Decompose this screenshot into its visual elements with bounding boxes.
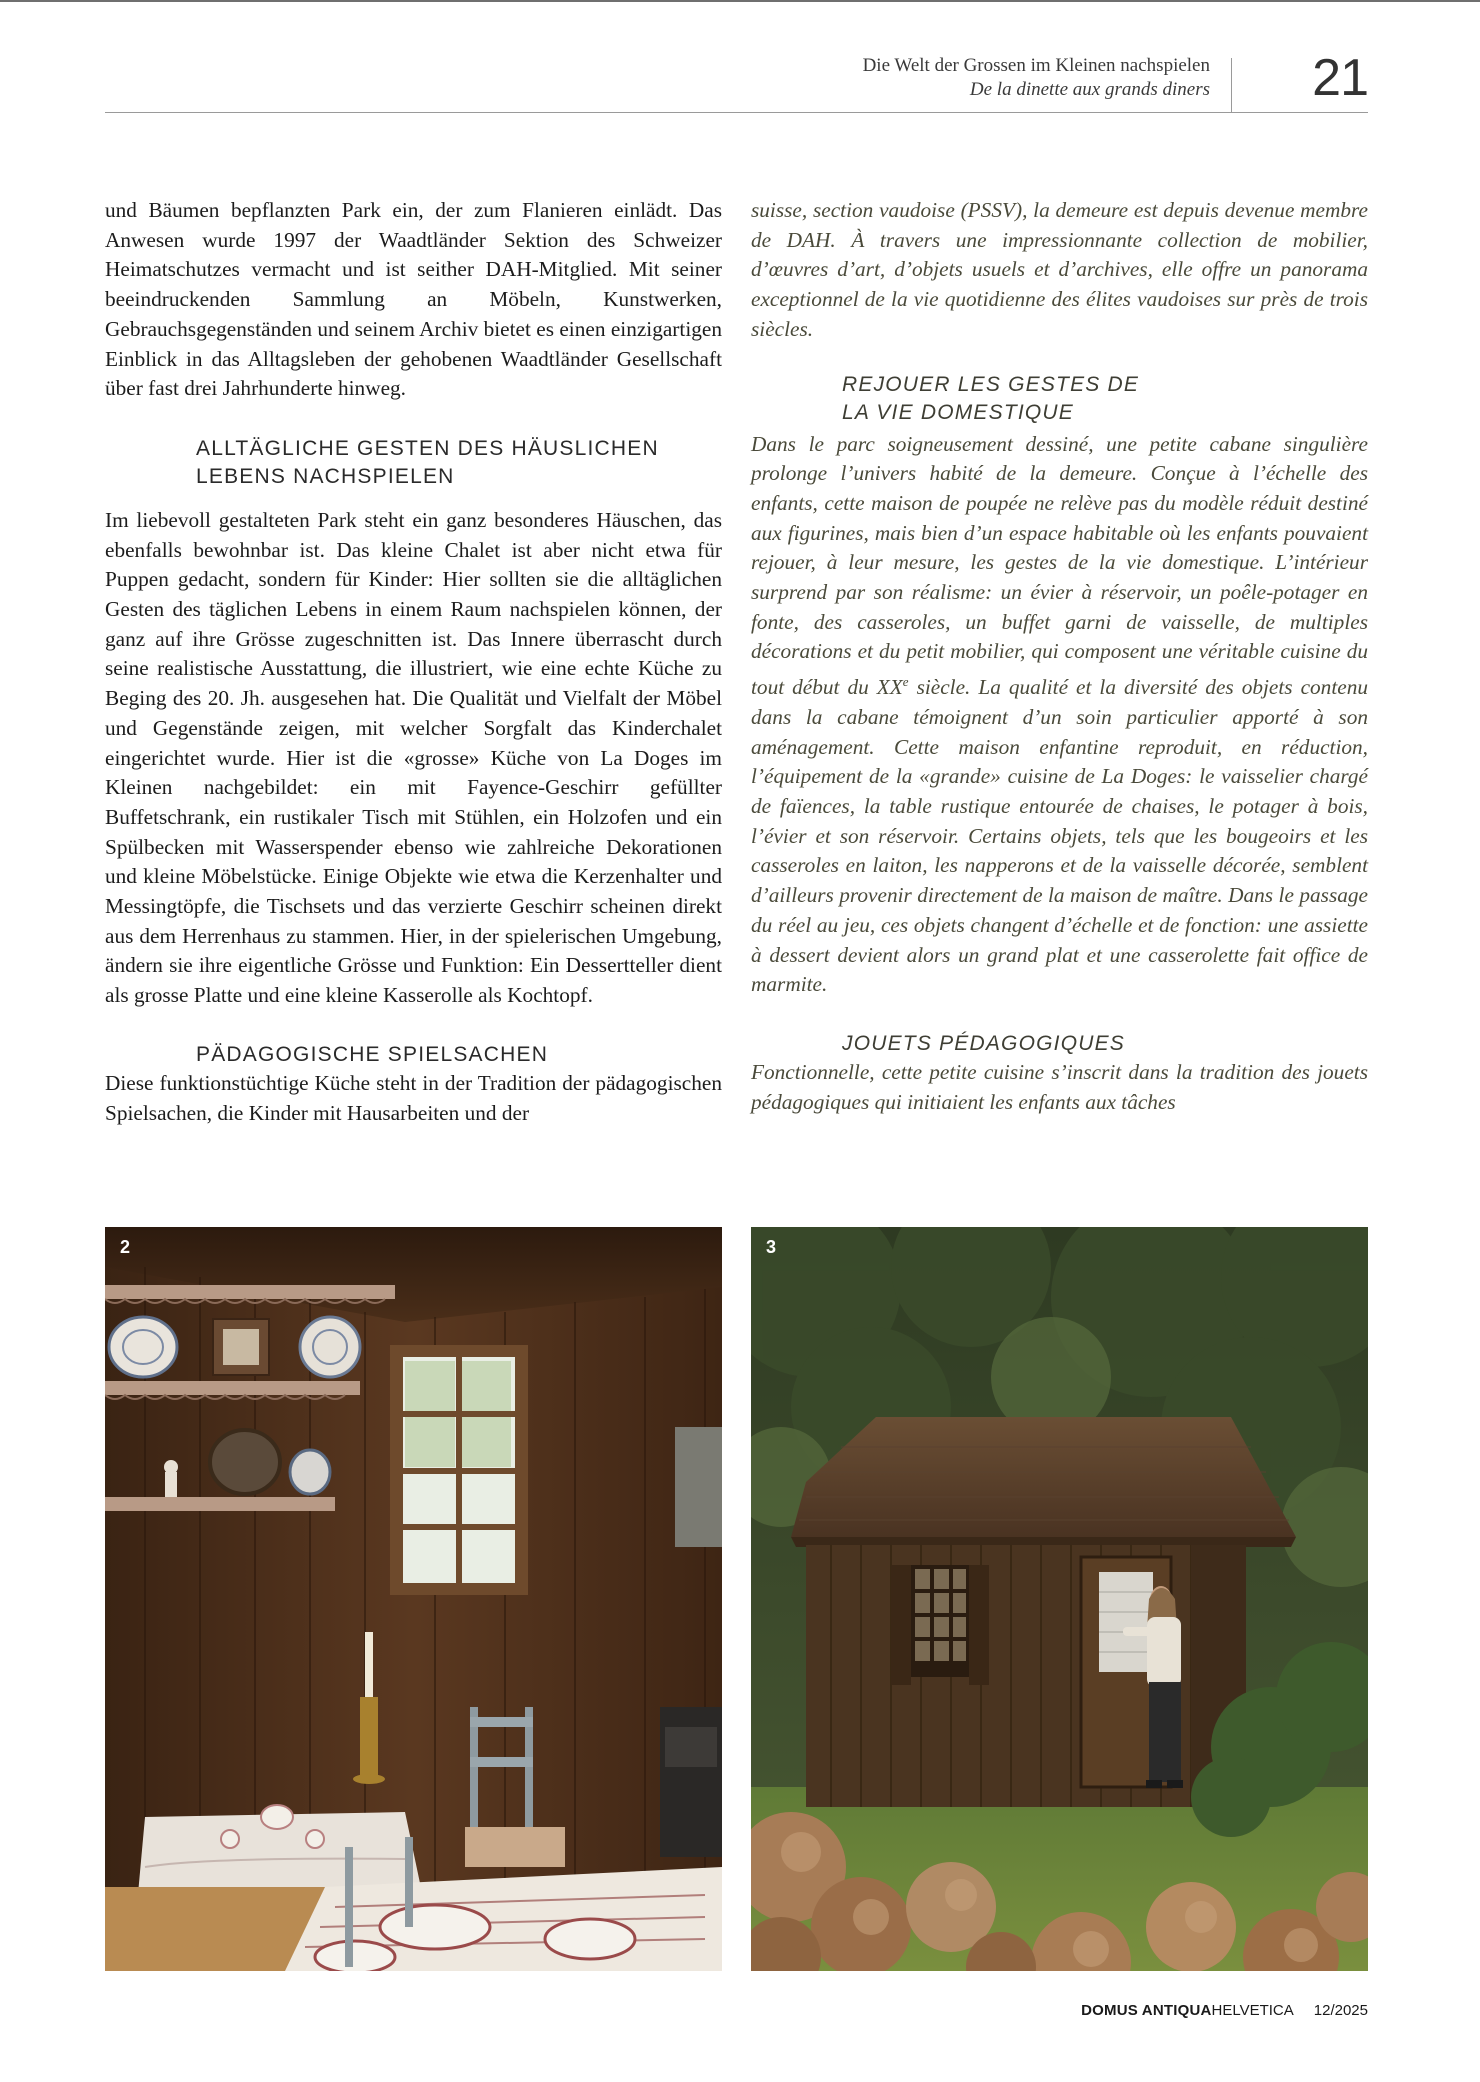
page-number: 21: [1312, 49, 1368, 107]
photo-chalet-interior: [105, 1227, 722, 1971]
running-header: [105, 49, 1368, 114]
photo-number-2: 2: [120, 1237, 131, 1257]
interior-illustration: [105, 1227, 722, 1971]
paragraph-fr-2-part1: Dans le parc soigneusement dessiné, une petite cabane singulière prolonge l’univers habité de la demeure. Conçue à l’échelle des enfants, cette maison de poupée ne relève pas du modèle réduit destiné aux figurines, mais bien d’un espace habitable où les enfants pouvaient rejouer, à leur mesure, les gestes de la vie domestique. L’intérieur surprend par son réalisme: un évier à réservoir, un poêle-potager en fonte, des casseroles, un buffet garni de vaisselle, de multiples décorations et du petit mobilier, qui composent une véritable cuisine du tout début du XX: [751, 431, 1368, 700]
photo-chalet-exterior: [751, 1227, 1368, 1971]
paragraph-de-3: Diese funktionstüchtige Küche steht in der Tradition der pädagogischen Spielsachen, die Kinder mit Hausarbeiten und der: [105, 1070, 722, 1125]
header-titles: [863, 54, 1210, 102]
paragraph-fr-1: suisse, section vaudoise (PSSV), la demeure est depuis devenue membre de DAH. À travers une impressionnante collection de mobilier, d’œuvres d’art, d’objets usuels et d’archives, elle offre un panorama exceptionnel de la vie quotidienne des élites vaudoises sur près de trois siècles.: [751, 198, 1368, 341]
heading-fr-2: JOUETS PÉDAGOGIQUES: [842, 1031, 1126, 1055]
heading-de-1-line1: ALLTÄGLICHE GESTEN DES HÄUSLICHEN: [196, 436, 659, 460]
header-divider: [1231, 58, 1232, 112]
heading-fr-1: [751, 371, 1368, 427]
paragraph-fr-2-part2: siècle. La qualité et la diversité des objets contenu dans la cabane témoignent d’un soin particulier apporté à son aménagement. Cette maison enfantine reproduit, en réduction, l’équipement de la «grande» cuisine de La Doges: le vaisselier chargé de faïences, la table rustique entourée de chaises, le potager à bois, l’évier et son réservoir. Certains objets, tels que les bougeoirs et les casseroles en laiton, les napperons et de la vaisselle décorée, semblent d’ailleurs provenir directement de la maison de maître. Dans le passage du réel au jeu, ces objets changent d’échelle et de fonction: une assiette à dessert devient alors un grand plat et une casserolette fait office de marmite.: [751, 675, 1368, 997]
column-french: [751, 196, 1368, 1117]
magazine-brand-light: HELVETICA: [1211, 2002, 1294, 2019]
column-german: [105, 196, 722, 1128]
magazine-brand-bold: DOMUS ANTIQUA: [1081, 2002, 1212, 2019]
heading-de-1-line2: LEBENS NACHSPIELEN: [196, 464, 455, 488]
header-title-fr: De la dinette aux grands diners: [969, 79, 1210, 100]
top-border: [0, 0, 1480, 2]
exterior-illustration: [751, 1227, 1368, 1971]
header-rule: [105, 112, 1368, 113]
issue-number: 12/2025: [1313, 2002, 1368, 2019]
footer: [1081, 2002, 1368, 2019]
heading-fr-1-line2: LA VIE DOMESTIQUE: [842, 400, 1074, 424]
heading-de-1: [105, 435, 722, 491]
paragraph-de-1: und Bäumen bepflanzten Park ein, der zum Flanieren einlädt. Das Anwesen wurde 1997 der Waadtländer Sektion des Schweizer Heimatschutzes vermacht und ist seither DAH-Mitglied. Mit seiner beeindruckenden Sammlung an Möbeln, Kunstwerken, Gebrauchsgegenständen und seinem Archiv bietet es einen einzigartigen Einblick in das Alltagsleben der gehobenen Waadtländer Gesellschaft über fast drei Jahrhunderte hinweg.: [105, 198, 722, 401]
heading-de-2: PÄDAGOGISCHE SPIELSACHEN: [196, 1042, 549, 1066]
header-title-de: Die Welt der Grossen im Kleinen nachspielen: [862, 55, 1210, 76]
paragraph-fr-3: Fonctionnelle, cette petite cuisine s’inscrit dans la tradition des jouets pédagogiques qui initiaient les enfants aux tâches: [751, 1059, 1368, 1114]
paragraph-de-2: Im liebevoll gestalteten Park steht ein ganz besonderes Häuschen, das ebenfalls bewohnbar ist. Das kleine Chalet ist aber nicht etwa für Puppen gedacht, sondern für Kinder: Hier sollten sie die alltäglichen Gesten des täglichen Lebens in einem Raum nachspielen können, der ganz auf ihre Grösse zugeschnitten ist. Das Innere überrascht durch seine realistische Ausstattung, die illustriert, wie eine echte Küche zu Beging des 20. Jh. ausgesehen hat. Die Qualität und Vielfalt der Möbel und Gegenstände zeigen, mit welcher Sorgfalt das Kinderchalet eingerichtet wurde. Hier ist die «grosse» Küche von La Doges im Kleinen nachgebildet: ein mit Fayence-Geschirr gefüllter Buffetschrank, ein rustikaler Tisch mit Stühlen, ein Holzofen und ein Spülbecken mit Wasserspender ebenso wie zahlreiche Dekorationen und kleine Möbelstücke. Einige Objekte wie etwa die Kerzenhalter und Messingtöpfe, die Tischsets und das verzierte Geschirr scheinen direkt aus dem Herrenhaus zu stammen. Hier, in der spielerischen Umgebung, ändern sie ihre eigentliche Grösse und Funktion: Ein Dessertteller dient als grosse Platte und eine kleine Kasserolle als Kochtopf.: [105, 507, 722, 1008]
heading-fr-1-line1: REJOUER LES GESTES DE: [842, 372, 1140, 396]
paragraph-fr-2: [751, 430, 1368, 1000]
century-superscript: e: [902, 674, 909, 690]
photo-number-3: 3: [766, 1237, 777, 1257]
